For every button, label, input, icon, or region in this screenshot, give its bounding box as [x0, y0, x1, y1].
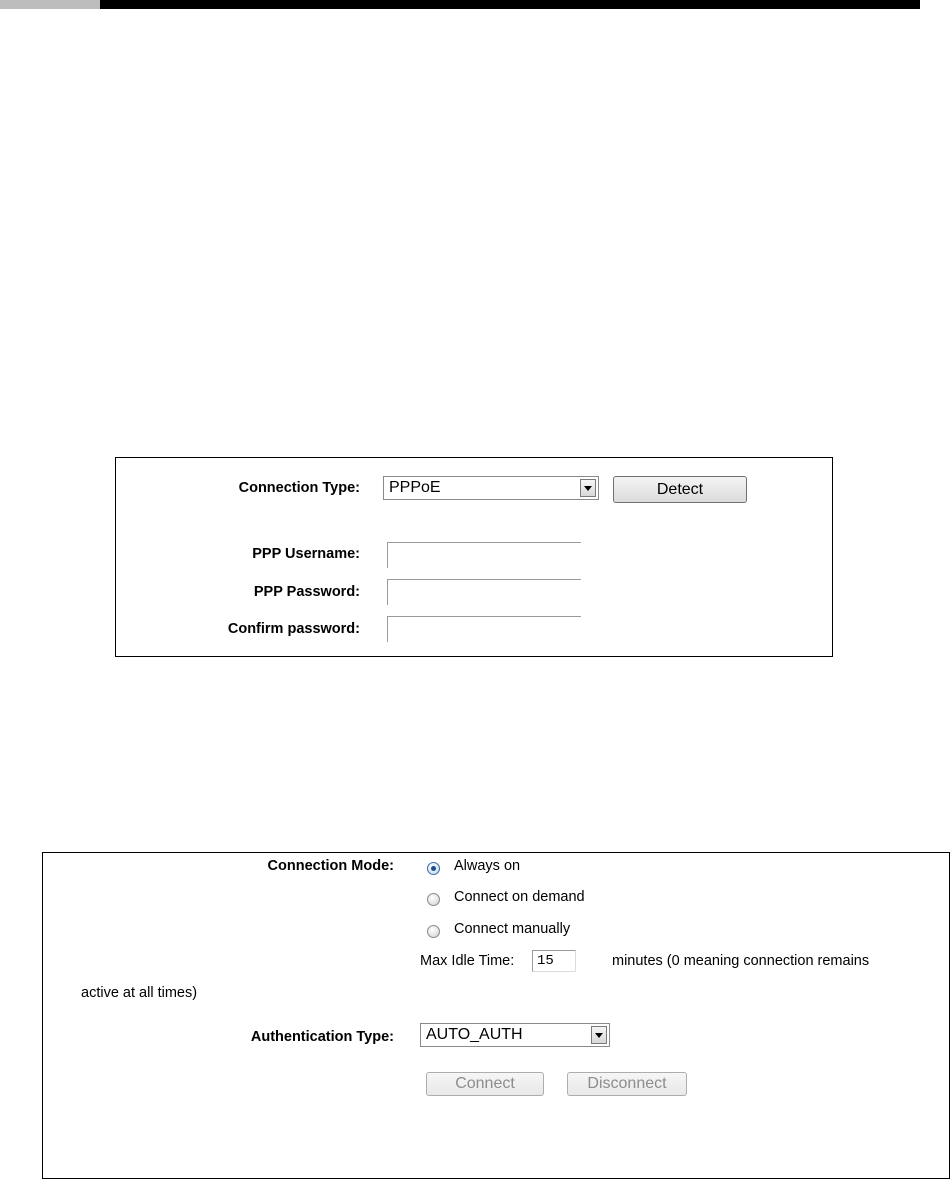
ppp-username-label: PPP Username:	[252, 546, 360, 562]
radio-connect-manually-label[interactable]: Connect manually	[454, 921, 571, 937]
authentication-type-value: AUTO_AUTH	[426, 1026, 523, 1043]
connection-mode-label: Connection Mode:	[267, 858, 394, 874]
idle-note-line2: active at all times)	[81, 985, 198, 1001]
connection-type-select[interactable]	[383, 476, 599, 500]
detect-button[interactable]: Detect	[613, 476, 747, 503]
ppp-username-input[interactable]	[387, 542, 581, 568]
radio-connect-manually[interactable]	[427, 925, 440, 938]
connection-type-label: Connection Type:	[238, 480, 360, 496]
top-rule	[0, 0, 920, 9]
disconnect-button[interactable]: Disconnect	[567, 1072, 687, 1096]
authentication-type-select[interactable]	[420, 1023, 610, 1047]
max-idle-time-input[interactable]	[532, 950, 576, 972]
idle-note-line1: minutes (0 meaning connection remains	[612, 953, 870, 969]
pppoe-settings-panel	[115, 457, 833, 657]
chevron-down-icon[interactable]	[591, 1026, 607, 1044]
radio-always-on-label[interactable]: Always on	[454, 858, 521, 874]
top-rule-accent	[0, 0, 100, 9]
ppp-password-label: PPP Password:	[253, 584, 360, 600]
radio-connect-on-demand[interactable]	[427, 893, 440, 906]
chevron-down-icon[interactable]	[580, 479, 596, 497]
connection-type-value: PPPoE	[389, 479, 441, 496]
radio-connect-on-demand-label[interactable]: Connect on demand	[454, 889, 585, 905]
connect-button[interactable]: Connect	[426, 1072, 544, 1096]
confirm-password-input[interactable]	[387, 616, 581, 642]
ppp-password-input[interactable]	[387, 579, 581, 605]
confirm-password-label: Confirm password:	[227, 621, 360, 637]
connection-mode-panel	[42, 852, 950, 1179]
radio-always-on[interactable]	[427, 862, 440, 875]
max-idle-time-label: Max Idle Time:	[420, 953, 515, 969]
authentication-type-label: Authentication Type:	[250, 1029, 394, 1045]
